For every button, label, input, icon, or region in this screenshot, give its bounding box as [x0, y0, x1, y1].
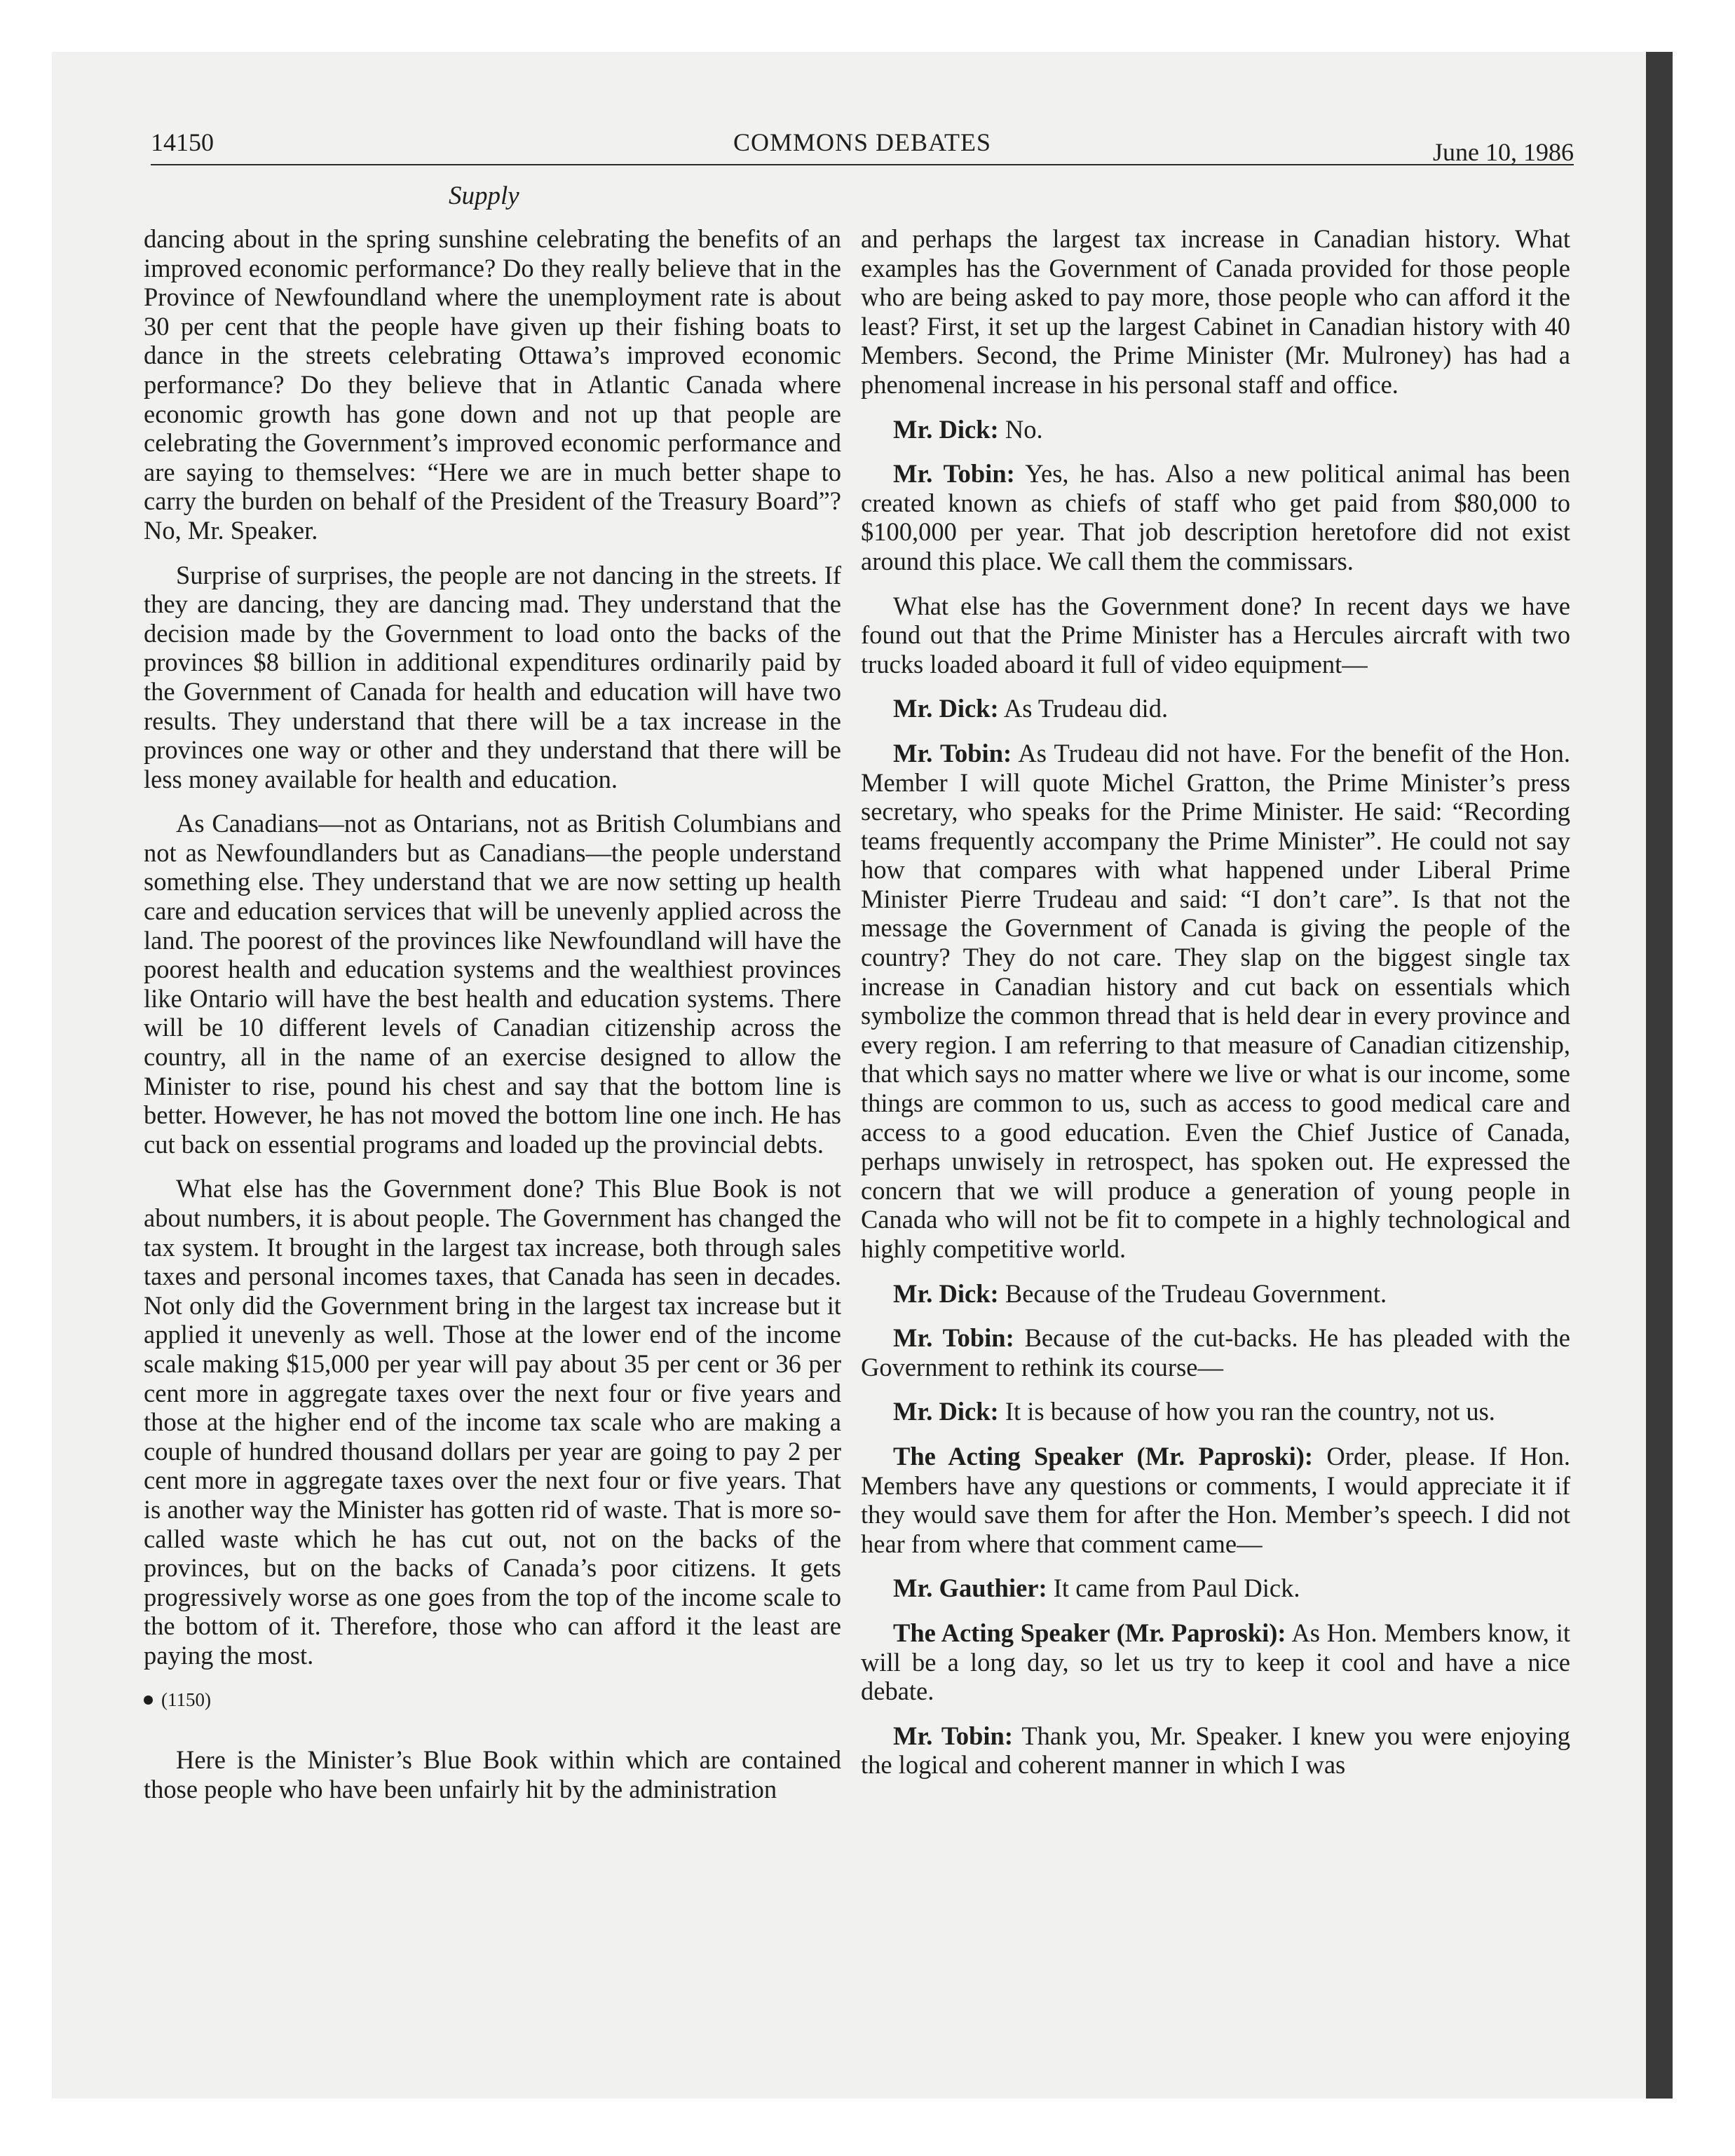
speech-entry [861, 739, 1570, 1264]
paragraph: dancing about in the spring sunshine celebrating the benefits of an improved economic performance? Do they really believe that in the Province of Newfoundland where the unemployment rate is about 30 per cent that the people have given up their fishing boats to dance in the streets celebrating Ottawa’s improved economic performance? Do they believe that in Atlantic Canada where economic growth has gone down and not up that people are celebrating the Government’s improved economic performance and are saying to themselves: “Here we are in much better shape to carry the burden on behalf of the President of the Treasury Board”? No, Mr. Speaker. [144, 224, 841, 545]
speech-text: It is because of how you ran the country, not us. [998, 1397, 1495, 1426]
speaker-name: Mr. Tobin: [893, 1721, 1013, 1750]
speech-entry [861, 694, 1570, 723]
speech-text: As Trudeau did. [998, 694, 1169, 723]
page-header [151, 126, 1574, 165]
speech-text: Because of the Trudeau Government. [998, 1278, 1387, 1308]
speech-entry [861, 415, 1570, 444]
speech-entry [861, 1323, 1570, 1381]
time-marker-label: (1150) [161, 1688, 211, 1710]
speech-text: Because of the cut-backs. He has pleaded with the Government to rethink its course— [861, 1323, 1571, 1381]
speaker-name: Mr. Dick: [893, 1278, 999, 1308]
publication-title: COMMONS DEBATES [733, 128, 992, 156]
time-marker [144, 1686, 841, 1715]
speaker-name: Mr. Dick: [893, 414, 999, 444]
speaker-name: Mr. Dick: [893, 694, 999, 723]
speaker-name: Mr. Tobin: [893, 738, 1012, 767]
paragraph: What else has the Government done? In recent days we have found out that the Prime Minister has a Hercules aircraft with two trucks loaded aboard it full of video equipment— [861, 591, 1570, 678]
page-number: 14150 [151, 128, 214, 156]
speech-text: No. [998, 414, 1043, 444]
speech-entry [861, 1721, 1570, 1780]
speech-text: As Trudeau did not have. For the benefit of the Hon. Member I will quote Michel Gratton, the Prime Minister’s press secretary, who speaks for the Prime Minister. He said: “Recording teams frequently accompany the Prime Minister”. He could not say how that compares with what happened under Liberal Prime Minister Pierre Trudeau and said: “I don’t care”. Is that not the message the Government of Canada is giving the people of the country? They do not care. They slap on the biggest single tax increase in Canadian history and cut back on essentials which symbolize the common thread that is held dear in every province and every region. I am referring to that measure of Canadian citizenship, that which says no matter where we live or what is our income, some things are common to us, such as access to good medical care and access to a good education. Even the Chief Justice of Canada, perhaps unwisely in retrospect, has spoken out. He expressed the concern that we will produce a generation of young people in Canada who will not be fit to compete in a highly technological and highly competitive world. [861, 738, 1570, 1263]
speaker-name: The Acting Speaker (Mr. Paproski): [893, 1441, 1314, 1471]
paragraph: and perhaps the largest tax increase in Canadian history. What examples has the Government of Canada provided for those people who are being asked to pay more, those people who can afford it the least? First, it set up the largest Cabinet in Canadian history with 40 Members. Second, the Prime Minister (Mr. Mulroney) has had a phenomenal increase in his personal staff and office. [861, 224, 1570, 399]
paragraph: Here is the Minister’s Blue Book within which are contained those people who have been unfairly hit by the administration [144, 1745, 841, 1803]
speech-entry [861, 1618, 1570, 1706]
speaker-name: Mr. Tobin: [893, 459, 1015, 489]
paragraph: As Canadians—not as Ontarians, not as British Columbians and not as Newfoundlanders but as Canadians—the people understand something else. They understand that we are now setting up health care and education services that will be unevenly applied across the land. The poorest of the provinces like Newfoundland will have the poorest health and education systems and the wealthiest provinces like Ontario will have the best health and education systems. There will be 10 different levels of Canadian citizenship across the country, all in the name of an exercise designed to allow the Minister to rise, pound his chest and say that the bottom line is better. However, he has not moved the bottom line one inch. He has cut back on essential programs and loaded up the provincial debts. [144, 809, 841, 1159]
paragraph: Surprise of surprises, the people are not dancing in the streets. If they are dancing, they are dancing mad. They understand that the decision made by the Government to load onto the backs of the provinces $8 billion in additional expenditures ordinarily paid by the Government of Canada for health and education will have two results. They understand that there will be a tax increase in the provinces one way or other and they understand that there will be less money available for health and education. [144, 560, 841, 793]
speech-entry [861, 459, 1570, 575]
speech-text: Thank you, Mr. Speaker. I knew you were enjoying the logical and coherent manner in which I was [861, 1721, 1570, 1780]
speech-entry [861, 1397, 1570, 1426]
section-title: Supply [449, 182, 519, 210]
paragraph: What else has the Government done? This Blue Book is not about numbers, it is about people. The Government has changed the tax system. It brought in the largest tax increase, both through sales taxes and personal incomes taxes, that Canada has seen in decades. Not only did the Government bring in the largest tax increase but it applied it unevenly as well. Those at the lower end of the income scale making $15,000 per year will pay about 35 per cent or 36 per cent more in aggregate taxes over the next four or five years and those at the higher end of the income tax scale who are making a couple of hundred thousand dollars per year are going to pay 2 per cent more in aggregate taxes over the next four or five years. That is another way the Minister has gotten rid of waste. That is more so-called waste which he has cut out, not on the backs of the provinces, but on the backs of Canada’s poor citizens. It gets progressively worse as one goes from the top of the income scale to the bottom of it. Therefore, those who can afford it the least are paying the most. [144, 1174, 841, 1670]
speaker-name: Mr. Gauthier: [893, 1574, 1047, 1603]
bullet-dot-icon [144, 1696, 153, 1705]
speaker-name: Mr. Dick: [893, 1397, 999, 1426]
speech-text: Order, please. If Hon. Members have any questions or comments, I would appreciate it if they would save them for after the Hon. Member’s speech. I did not hear from where that comment came— [861, 1441, 1570, 1558]
left-column [144, 224, 841, 1819]
right-column [861, 224, 1570, 1795]
speaker-name: Mr. Tobin: [893, 1323, 1014, 1353]
speech-text: It came from Paul Dick. [1047, 1574, 1300, 1603]
speech-text: As Hon. Members know, it will be a long day, so let us try to keep it cool and have a nice debate. [861, 1618, 1570, 1706]
speech-entry [861, 1574, 1570, 1603]
speaker-name: The Acting Speaker (Mr. Paproski): [893, 1618, 1286, 1647]
scan-edge-bar [1646, 52, 1673, 2099]
publication-date: June 10, 1986 [1433, 138, 1574, 166]
speech-text: Yes, he has. Also a new political animal has been created known as chiefs of staff who get paid from $80,000 to $100,000 per year. That job description heretofore did not exist around this place. We call them the commissars. [861, 459, 1571, 575]
speech-entry [861, 1442, 1570, 1558]
speech-entry [861, 1279, 1570, 1309]
